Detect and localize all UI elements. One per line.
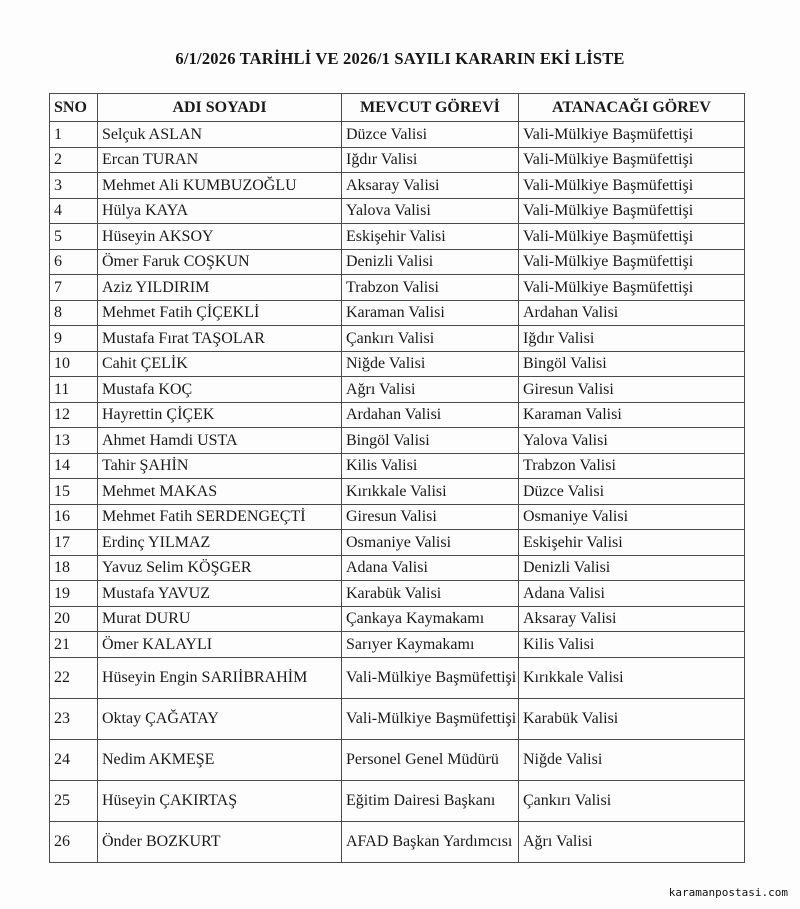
table-row	[50, 632, 745, 658]
table-row	[50, 606, 745, 632]
current-position-cell: Çankırı Valisi	[342, 326, 519, 352]
new-position-cell: Trabzon Valisi	[519, 453, 745, 479]
sno-cell: 7	[50, 275, 98, 301]
name-cell: Mustafa YAVUZ	[98, 581, 342, 607]
table-row	[50, 326, 745, 352]
new-position-cell: Kilis Valisi	[519, 632, 745, 658]
table-row	[50, 147, 745, 173]
name-cell: Tahir ŞAHİN	[98, 453, 342, 479]
table-header-row	[50, 94, 745, 122]
new-position-cell: Yalova Valisi	[519, 428, 745, 454]
new-position-cell: Kırıkkale Valisi	[519, 657, 745, 698]
sno-cell: 20	[50, 606, 98, 632]
header-name: ADI SOYADI	[98, 94, 342, 122]
table-row	[50, 657, 745, 698]
sno-cell: 11	[50, 377, 98, 403]
current-position-cell: Yalova Valisi	[342, 198, 519, 224]
table-row	[50, 275, 745, 301]
sno-cell: 6	[50, 249, 98, 275]
table-row	[50, 453, 745, 479]
sno-cell: 23	[50, 698, 98, 739]
name-cell: Ömer KALAYLI	[98, 632, 342, 658]
table-row	[50, 122, 745, 148]
current-position-cell: Osmaniye Valisi	[342, 530, 519, 556]
name-cell: Hüseyin Engin SARIİBRAHİM	[98, 657, 342, 698]
name-cell: Cahit ÇELİK	[98, 351, 342, 377]
table-row	[50, 739, 745, 780]
name-cell: Mehmet MAKAS	[98, 479, 342, 505]
current-position-cell: Bingöl Valisi	[342, 428, 519, 454]
sno-cell: 17	[50, 530, 98, 556]
current-position-cell: Karabük Valisi	[342, 581, 519, 607]
new-position-cell: Vali-Mülkiye Başmüfettişi	[519, 198, 745, 224]
current-position-cell: AFAD Başkan Yardımcısı	[342, 821, 519, 862]
sno-cell: 13	[50, 428, 98, 454]
new-position-cell: Karabük Valisi	[519, 698, 745, 739]
name-cell: Ercan TURAN	[98, 147, 342, 173]
sno-cell: 9	[50, 326, 98, 352]
table-row	[50, 530, 745, 556]
sno-cell: 19	[50, 581, 98, 607]
sno-cell: 14	[50, 453, 98, 479]
sno-cell: 2	[50, 147, 98, 173]
current-position-cell: Çankaya Kaymakamı	[342, 606, 519, 632]
name-cell: Aziz YILDIRIM	[98, 275, 342, 301]
sno-cell: 5	[50, 224, 98, 250]
name-cell: Mustafa KOÇ	[98, 377, 342, 403]
new-position-cell: Ağrı Valisi	[519, 821, 745, 862]
name-cell: Hülya KAYA	[98, 198, 342, 224]
source-watermark: karamanpostasi.com	[668, 886, 788, 899]
new-position-cell: Vali-Mülkiye Başmüfettişi	[519, 224, 745, 250]
table-row	[50, 402, 745, 428]
new-position-cell: Karaman Valisi	[519, 402, 745, 428]
current-position-cell: Sarıyer Kaymakamı	[342, 632, 519, 658]
current-position-cell: Giresun Valisi	[342, 504, 519, 530]
sno-cell: 12	[50, 402, 98, 428]
sno-cell: 10	[50, 351, 98, 377]
name-cell: Murat DURU	[98, 606, 342, 632]
header-sno: SNO	[50, 94, 98, 122]
current-position-cell: Trabzon Valisi	[342, 275, 519, 301]
name-cell: Erdinç YILMAZ	[98, 530, 342, 556]
new-position-cell: Vali-Mülkiye Başmüfettişi	[519, 275, 745, 301]
appointment-table	[49, 93, 745, 863]
table-row	[50, 428, 745, 454]
table-row	[50, 780, 745, 821]
name-cell: Önder BOZKURT	[98, 821, 342, 862]
table-row	[50, 698, 745, 739]
table-row	[50, 504, 745, 530]
name-cell: Mehmet Ali KUMBUZOĞLU	[98, 173, 342, 199]
name-cell: Hüseyin ÇAKIRTAŞ	[98, 780, 342, 821]
new-position-cell: Vali-Mülkiye Başmüfettişi	[519, 249, 745, 275]
new-position-cell: Çankırı Valisi	[519, 780, 745, 821]
name-cell: Oktay ÇAĞATAY	[98, 698, 342, 739]
current-position-cell: Denizli Valisi	[342, 249, 519, 275]
document-title: 6/1/2026 TARİHLİ VE 2026/1 SAYILI KARARIN EKİ LİSTE	[175, 49, 625, 68]
name-cell: Nedim AKMEŞE	[98, 739, 342, 780]
new-position-cell: Ardahan Valisi	[519, 300, 745, 326]
sno-cell: 3	[50, 173, 98, 199]
new-position-cell: Adana Valisi	[519, 581, 745, 607]
name-cell: Ömer Faruk COŞKUN	[98, 249, 342, 275]
new-position-cell: Aksaray Valisi	[519, 606, 745, 632]
current-position-cell: Vali-Mülkiye Başmüfettişi	[342, 657, 519, 698]
sno-cell: 24	[50, 739, 98, 780]
current-position-cell: Karaman Valisi	[342, 300, 519, 326]
name-cell: Selçuk ASLAN	[98, 122, 342, 148]
table-row	[50, 377, 745, 403]
table-row	[50, 555, 745, 581]
new-position-cell: Iğdır Valisi	[519, 326, 745, 352]
current-position-cell: Ağrı Valisi	[342, 377, 519, 403]
new-position-cell: Vali-Mülkiye Başmüfettişi	[519, 173, 745, 199]
current-position-cell: Eskişehir Valisi	[342, 224, 519, 250]
name-cell: Hayrettin ÇİÇEK	[98, 402, 342, 428]
new-position-cell: Düzce Valisi	[519, 479, 745, 505]
sno-cell: 16	[50, 504, 98, 530]
table-row	[50, 249, 745, 275]
table-row	[50, 300, 745, 326]
current-position-cell: Kilis Valisi	[342, 453, 519, 479]
current-position-cell: Personel Genel Müdürü	[342, 739, 519, 780]
name-cell: Yavuz Selim KÖŞGER	[98, 555, 342, 581]
header-current-position: MEVCUT GÖREVİ	[342, 94, 519, 122]
name-cell: Ahmet Hamdi USTA	[98, 428, 342, 454]
sno-cell: 8	[50, 300, 98, 326]
header-new-position: ATANACAĞI GÖREV	[519, 94, 745, 122]
name-cell: Mehmet Fatih ÇİÇEKLİ	[98, 300, 342, 326]
new-position-cell: Niğde Valisi	[519, 739, 745, 780]
current-position-cell: Aksaray Valisi	[342, 173, 519, 199]
name-cell: Mehmet Fatih SERDENGEÇTİ	[98, 504, 342, 530]
current-position-cell: Vali-Mülkiye Başmüfettişi	[342, 698, 519, 739]
sno-cell: 21	[50, 632, 98, 658]
new-position-cell: Bingöl Valisi	[519, 351, 745, 377]
new-position-cell: Vali-Mülkiye Başmüfettişi	[519, 147, 745, 173]
sno-cell: 18	[50, 555, 98, 581]
table-row	[50, 821, 745, 862]
table-row	[50, 173, 745, 199]
current-position-cell: Eğitim Dairesi Başkanı	[342, 780, 519, 821]
sno-cell: 15	[50, 479, 98, 505]
sno-cell: 25	[50, 780, 98, 821]
new-position-cell: Vali-Mülkiye Başmüfettişi	[519, 122, 745, 148]
table-row	[50, 351, 745, 377]
name-cell: Mustafa Fırat TAŞOLAR	[98, 326, 342, 352]
current-position-cell: Iğdır Valisi	[342, 147, 519, 173]
new-position-cell: Denizli Valisi	[519, 555, 745, 581]
new-position-cell: Giresun Valisi	[519, 377, 745, 403]
current-position-cell: Ardahan Valisi	[342, 402, 519, 428]
new-position-cell: Osmaniye Valisi	[519, 504, 745, 530]
current-position-cell: Niğde Valisi	[342, 351, 519, 377]
current-position-cell: Kırıkkale Valisi	[342, 479, 519, 505]
sno-cell: 26	[50, 821, 98, 862]
current-position-cell: Adana Valisi	[342, 555, 519, 581]
table-row	[50, 198, 745, 224]
new-position-cell: Eskişehir Valisi	[519, 530, 745, 556]
table-row	[50, 224, 745, 250]
sno-cell: 22	[50, 657, 98, 698]
name-cell: Hüseyin AKSOY	[98, 224, 342, 250]
sno-cell: 4	[50, 198, 98, 224]
current-position-cell: Düzce Valisi	[342, 122, 519, 148]
table-row	[50, 581, 745, 607]
table-row	[50, 479, 745, 505]
sno-cell: 1	[50, 122, 98, 148]
